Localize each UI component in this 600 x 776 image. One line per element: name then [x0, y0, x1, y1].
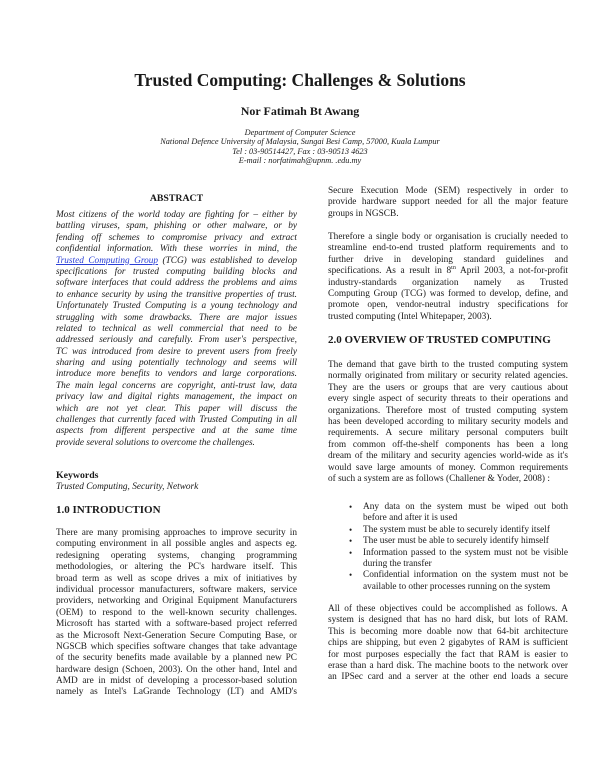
bullet-icon: •	[349, 524, 353, 535]
text-line: dream of the military and security agencies world-wide as it's	[328, 451, 568, 462]
text-line: There are many promising approaches to improve security in	[56, 528, 297, 538]
keywords-text: Trusted Computing, Security, Network	[56, 482, 199, 492]
text-line: redesigning operating systems, changing programming	[56, 550, 297, 561]
text-line: Microsoft has started with a software-based project referred	[56, 619, 297, 630]
text-line: The demand that gave birth to the trusted computing system	[328, 360, 568, 370]
text-line: They are the users or groups that are very cautious about	[328, 382, 568, 393]
bullet-icon: •	[349, 570, 353, 581]
text-line: industry-standards organization namely as Trusted	[328, 277, 568, 288]
text-line: sharing and using potentially technology and seems will	[56, 358, 297, 369]
text-line: trusted computing (Intel Whitepaper, 2003).	[328, 311, 492, 322]
text-line: The user must be able to securely identify himself	[363, 536, 549, 547]
text-line: specifications. As a result in 8th April 2003, a not-for-profit	[328, 266, 568, 277]
text-line: Confidential information on the system must not be	[363, 570, 568, 581]
text-line: NGSCB which specifies software changes that take advantage	[56, 641, 297, 652]
text-line: namely as Intel's LaGrande Technology (LT) and AMD's	[56, 687, 297, 698]
text-line: during the transfer	[363, 558, 432, 569]
text-line: privacy law and digital rights management, the impact on	[56, 392, 297, 403]
text-line: requirements. A secure military personal computers built	[328, 428, 568, 439]
requirements-list	[349, 502, 568, 593]
text-line: (OEM) to respond to the well-known security challenges.	[56, 607, 297, 618]
overview-heading: 2.0 OVERVIEW OF TRUSTED COMPUTING	[328, 334, 551, 346]
text-line: The system must be able to securely identify itself	[363, 524, 550, 535]
text-line: confidential information. With these worries in mind, the	[56, 244, 297, 255]
text-line: which are not yet clear. This paper will discuss the	[56, 403, 297, 414]
text-line: introduce more benefits to vendors and large corporations.	[56, 369, 297, 380]
text-line: providers, networking and Original Equipment Manufacturers	[56, 596, 297, 607]
text-line: Most citizens of the world today are fighting for – either by	[56, 210, 297, 220]
text-line: before and after it is used	[363, 513, 458, 524]
text-line: available to other processes running on the system	[363, 581, 551, 592]
list-item	[349, 570, 568, 593]
text-line: The main legal concerns are copyright, anti-trust law, data	[56, 380, 297, 391]
text-line: Trusted Computing Group (TCG) was established to develop	[56, 255, 297, 266]
keywords-heading: Keywords	[56, 470, 99, 481]
text-line: would save large amounts of money. Common requirements	[328, 462, 568, 473]
author-name: Nor Fatimah Bt Awang	[240, 104, 360, 118]
affiliation-email: E-mail : norfatimah@upnm. .edu.my	[238, 156, 362, 166]
text-line: Information passed to the system must not be visible	[363, 547, 568, 558]
text-line: This is becoming more doable now that 64-bit architecture	[328, 626, 568, 637]
text-line: of the security benefits made available by a planned new PC	[56, 653, 297, 664]
text-line: erase than a hard disk. The machine boots to the network over	[328, 660, 568, 671]
bullet-icon: •	[349, 502, 353, 512]
text-line: aspects from different perspective and at the same time	[56, 426, 297, 437]
bullet-icon: •	[349, 536, 353, 547]
text-line: TC was introduced from desire to prevent users from freely	[56, 346, 297, 357]
objectives-paragraph	[328, 604, 568, 684]
text-line: individual processor manufacturers, software makers, service	[56, 584, 297, 595]
text-line: provide several solutions to overcome the challenges.	[56, 437, 255, 448]
text-line: streamline end-to-end trusted platform requirements and to	[328, 243, 568, 254]
text-line: methodologies, or altering the PC's hardware itself. This	[56, 562, 297, 573]
affiliation-department: Department of Computer Science	[244, 128, 356, 137]
text-line: Therefore a single body or organisation is crucially needed to	[328, 232, 568, 242]
text-line: AMD are in midst of developing a processor-based solution	[56, 676, 297, 687]
affiliation-phone: Tel : 03-90514427, Fax : 03-90513 4623	[232, 146, 368, 156]
affiliation-university: National Defence University of Malaysia, Sungai Besi Camp, 57000, Kuala Lumpur	[160, 137, 440, 147]
text-line: computing environment in all possible angles and aspects eg.	[56, 539, 297, 550]
paper-title: Trusted Computing: Challenges & Solutions	[134, 70, 466, 90]
text-line: further drive in developing standard guidelines and	[328, 254, 568, 265]
text-line: hardware design (Schoen, 2003). On the other hand, Intel and	[56, 664, 297, 675]
text-line: an IPSec card and a server at the other end loads a secure	[328, 672, 568, 683]
text-line: battling viruses, spam, phishing or other malware, or by	[56, 221, 297, 232]
paragraph-tcg	[328, 232, 568, 323]
text-line: broad term as well as scope drives a mix of initiatives by	[56, 573, 297, 584]
text-line: provide hardware support needed for all the major feature	[328, 197, 568, 208]
text-line: addressed seriously and carefully. From user's perspective,	[56, 335, 297, 346]
text-line: Secure Execution Mode (SEM) respectively in order to	[328, 186, 568, 196]
text-line: of such a system are as follows (Challener & Yoder, 2008) :	[328, 473, 550, 484]
paragraph-sem	[328, 186, 568, 220]
text-line: specifications for trusted computing building blocks and	[56, 266, 297, 277]
text-line: struggling with some drawbacks. There are major issues	[56, 312, 297, 323]
text-line: organizations. Therefore most of trusted computing system	[328, 405, 568, 416]
text-line: All of these objectives could be accomplished as follows. A	[328, 604, 568, 614]
text-line: normally originated from military or security related agencies.	[328, 371, 568, 382]
tcg-link[interactable]: Trusted Computing Group	[56, 255, 159, 266]
text-line: from common off-the-shelf components has been a long	[328, 439, 568, 450]
introduction-heading: 1.0 INTRODUCTION	[56, 504, 161, 516]
text-line: challenges that currently faced with Trusted Computing in all	[56, 415, 297, 426]
text-line: chips are shipping, but even 2 gigabytes of RAM is sufficient	[328, 638, 568, 649]
overview-body	[328, 360, 568, 485]
text-line: related to technical as well commercial that need to be	[56, 323, 297, 334]
text-line: has been developed according to military security models and	[328, 416, 568, 427]
text-line: Computing Group (TCG) was formed to develop, define, and	[328, 288, 568, 299]
text-line: every single aspect of security threats to their operations and	[328, 394, 568, 405]
text-line: Any data on the system must be wiped out both	[363, 502, 568, 512]
text-line: as the Microsoft Next-Generation Secure Computing Base, or	[56, 630, 297, 641]
list-item	[349, 502, 568, 525]
superscript: th	[451, 266, 456, 272]
list-item	[349, 548, 568, 571]
introduction-body	[56, 528, 297, 699]
abstract-body	[56, 210, 297, 449]
bullet-icon: •	[349, 547, 353, 558]
text-line: software interfaces that could address the problems and aims	[56, 278, 297, 289]
list-item	[349, 525, 568, 536]
text-line: promote open, vendor-neutral industry specifications for	[328, 300, 568, 311]
abstract-heading: ABSTRACT	[149, 193, 204, 204]
affiliation	[0, 128, 600, 166]
list-item	[349, 536, 568, 547]
text-line: Unfortunately Trusted Computing is a young technology and	[56, 301, 297, 312]
text-line: groups in NGSCB.	[328, 208, 399, 219]
text-line: for most purposes especially the fact that RAM is easier to	[328, 649, 568, 660]
text-line: to enhance security by using the transitive properties of trust.	[56, 289, 297, 300]
text-line: system is designed that has no hard disk, but lots of RAM.	[328, 615, 568, 626]
text-line: fending off schemes to compromise privacy and extract	[56, 232, 297, 243]
